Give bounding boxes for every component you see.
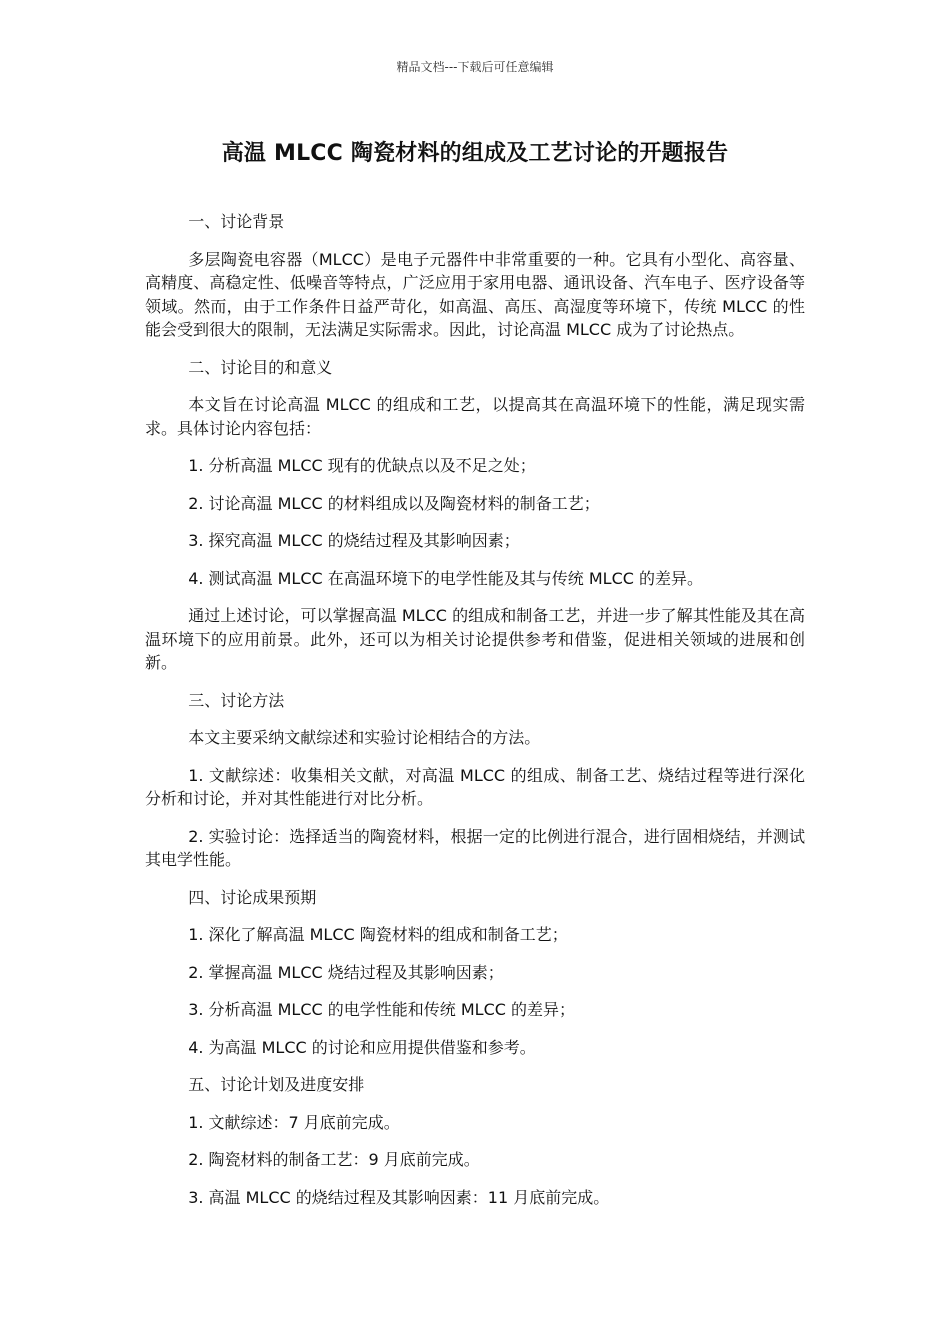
section-heading-background: 一、讨论背景 <box>188 212 285 231</box>
list-item: 3. 分析高温 MLCC 的电学性能和传统 MLCC 的差异； <box>188 1000 576 1019</box>
list-item: 2. 陶瓷材料的制备工艺：9 月底前完成。 <box>188 1150 480 1169</box>
paragraph-method: 本文主要采纳文献综述和实验讨论相结合的方法。 <box>188 728 541 747</box>
list-item: 4. 测试高温 MLCC 在高温环境下的电学性能及其与传统 MLCC 的差异。 <box>188 568 704 588</box>
list-item: 1. 文献综述：7 月底前完成。 <box>188 1112 400 1132</box>
paragraph-purpose: 本文旨在讨论高温 MLCC 的组成和工艺，以提高其在高温环境下的性能，满足现实需求。具体讨论内容包括： <box>145 395 805 438</box>
section-heading-schedule: 五、讨论计划及进度安排 <box>188 1075 365 1094</box>
list-item: 3. 探究高温 MLCC 的烧结过程及其影响因素； <box>188 531 520 550</box>
list-item: 1. 深化了解高温 MLCC 陶瓷材料的组成和制备工艺； <box>188 925 568 944</box>
paragraph-summary: 通过上述讨论，可以掌握高温 MLCC 的组成和制备工艺，并进一步了解其性能及其在高温环境下的应用前景。此外，还可以为相关讨论提供参考和借鉴，促进相关领域的进展和创新。 <box>145 606 805 672</box>
list-item: 1. 文献综述：收集相关文献，对高温 MLCC 的组成、制备工艺、烧结过程等进行深化分析和讨论，并对其性能进行对比分析。 <box>145 765 805 808</box>
list-item: 3. 高温 MLCC 的烧结过程及其影响因素：11 月底前完成。 <box>188 1187 610 1207</box>
list-item: 1. 分析高温 MLCC 现有的优缺点以及不足之处； <box>188 456 536 475</box>
document-body <box>145 210 805 1223</box>
section-heading-expected-results: 四、讨论成果预期 <box>188 887 317 907</box>
header-note: 精品文档---下载后可任意编辑 <box>396 60 554 74</box>
list-item: 2. 讨论高温 MLCC 的材料组成以及陶瓷材料的制备工艺； <box>188 493 600 513</box>
section-heading-method: 三、讨论方法 <box>188 690 285 710</box>
paragraph-background: 多层陶瓷电容器（MLCC）是电子元器件中非常重要的一种。它具有小型化、高容量、高精度、高稳定性、低噪音等特点，广泛应用于家用电器、通讯设备、汽车电子、医疗设备等领域。然而，由于工作条件日益严苛化，如高温、高压、高湿度等环境下，传统 MLCC 的性能会受到很大的限制，无法满足实际需求。因此，讨论高温 MLCC 成为了讨论热点。 <box>145 249 805 339</box>
section-heading-purpose: 二、讨论目的和意义 <box>188 357 333 377</box>
list-item: 2. 实验讨论：选择适当的陶瓷材料，根据一定的比例进行混合，进行固相烧结，并测试其电学性能。 <box>145 826 805 869</box>
list-item: 2. 掌握高温 MLCC 烧结过程及其影响因素； <box>188 962 504 982</box>
document-title: 高温 MLCC 陶瓷材料的组成及工艺讨论的开题报告 <box>221 141 729 166</box>
list-item: 4. 为高温 MLCC 的讨论和应用提供借鉴和参考。 <box>188 1037 536 1057</box>
